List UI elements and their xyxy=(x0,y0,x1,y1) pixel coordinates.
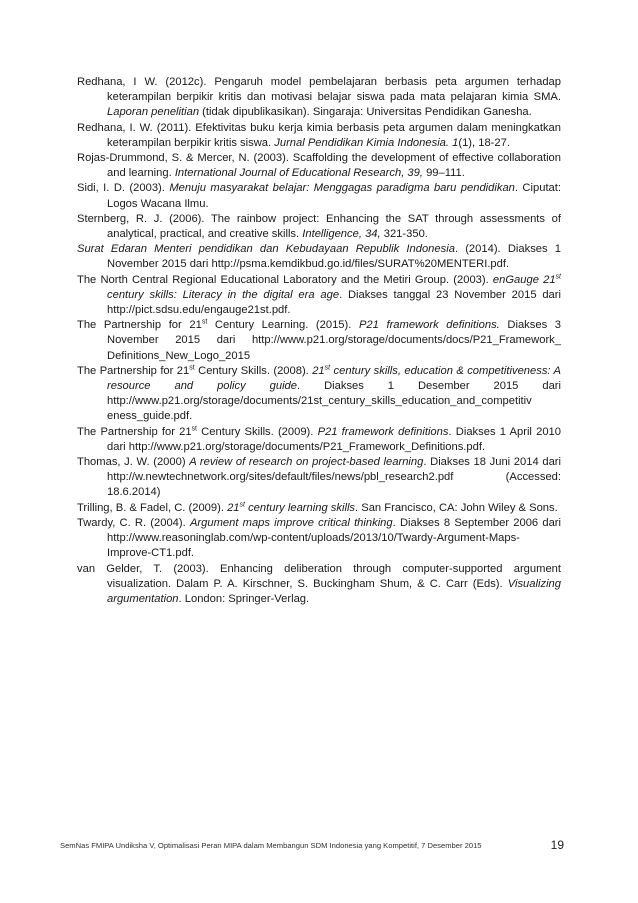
italic-text: century skills: Literacy in the digital era age xyxy=(107,288,340,301)
superscript: st xyxy=(201,318,208,326)
reference-text: 99–111. xyxy=(422,167,465,180)
reference-entry xyxy=(77,562,561,608)
page-footer xyxy=(60,838,564,854)
reference-text: Rojas-Drummond, S. & Mercer, N. (2003). Scaffolding the development of effective collaboration and learning. xyxy=(77,152,561,180)
reference-text: The North Central Regional Educational Laboratory and the Metiri Group. (2003). xyxy=(77,273,493,286)
reference-text: The Partnership for 21 xyxy=(77,319,202,332)
italic-text: Surat Edaran Menteri pendidikan dan Kebudayaan Republik Indonesia xyxy=(77,243,455,256)
italic-text: P21 framework definitions xyxy=(317,425,449,438)
reference-text: Century Skills. (2009). xyxy=(197,425,318,438)
reference-entry xyxy=(77,75,561,121)
reference-text: Sternberg, R. J. (2006). The rainbow project: Enhancing the SAT through assessments of analytical, practical, and creative skills. xyxy=(77,212,561,241)
reference-text: . London: Springer-Verlag. xyxy=(178,592,310,605)
reference-text: Thomas, J. W. (2000) xyxy=(77,456,190,469)
reference-text: . Diakses 1 April 2010 dari http://www.p21.org/storage/documents/P21_Framework_Definitions.pdf. xyxy=(107,425,561,453)
italic-text: century skills, education & competitiveness: A resource and policy guide xyxy=(107,364,561,393)
reference-text: . San Francisco, CA: John Wiley & Sons. xyxy=(355,501,558,514)
reference-entry xyxy=(77,151,561,181)
reference-text: Diakses 3 November 2015 dari http://www.p21.org/storage/documents/docs/P21_Framework_ Definitions_New_Logo_2015 xyxy=(107,319,562,362)
reference-text: 321-350. xyxy=(380,228,428,241)
reference-text: The Partnership for 21 xyxy=(77,425,192,438)
reference-text: Sidi, I. D. (2003). xyxy=(77,182,170,195)
italic-text: Intelligence, 34, xyxy=(302,228,381,241)
reference-entry xyxy=(77,273,561,319)
reference-entry xyxy=(77,516,561,562)
reference-list xyxy=(77,75,561,607)
reference-entry xyxy=(77,318,561,364)
italic-text: Jurnal Pendidikan Kimia Indonesia. 1 xyxy=(274,136,459,149)
reference-text: Century Skills. (2008). xyxy=(194,364,313,377)
italic-text: Laporan penelitian xyxy=(107,106,200,119)
reference-text: (tidak dipublikasikan). Singaraja: Universitas Pendidikan Ganesha. xyxy=(199,106,532,119)
reference-text: . Diakses 18 Juni 2014 dari http://w.newtechnetwork.org/sites/default/files/news/pbl_research2.pdf (Accessed: 18.6.2014) xyxy=(107,456,562,499)
reference-text: Trilling, B. & Fadel, C. (2009). xyxy=(77,501,228,514)
italic-text: International Journal of Educational Research, 39, xyxy=(174,167,423,180)
reference-entry xyxy=(77,181,561,211)
footer-text: SemNas FMIPA Undiksha V, Optimalisasi Peran MIPA dalam Membangun SDM Indonesia yang Kompetitif, 7 Desember 2015 xyxy=(60,841,482,850)
superscript: st xyxy=(555,272,561,280)
superscript: st xyxy=(324,364,331,372)
reference-entry xyxy=(77,121,561,151)
reference-entry xyxy=(77,242,561,272)
reference-text: Redhana, I. W. (2011). Efektivitas buku kerja kimia berbasis peta argumen dalam meningkatkan keterampilan berpikir kritis siswa. xyxy=(77,121,561,149)
italic-text: Argument maps improve critical thinking xyxy=(189,516,393,529)
superscript: st xyxy=(191,424,197,432)
italic-text: Visualizing argumentation xyxy=(107,577,561,605)
reference-entry xyxy=(77,455,561,501)
reference-text: van Gelder, T. (2003). Enhancing deliberation through computer-supported argument visualization. Dalam P. A. Kirschner, S. Buckingham Shum, & C. Carr (Eds). xyxy=(77,562,561,590)
italic-text: A review of research on project-based learning xyxy=(189,456,424,469)
reference-entry xyxy=(77,501,561,516)
italic-text: enGauge 21 xyxy=(492,273,556,286)
reference-text: . (2014). Diakses 1 November 2015 dari http://psma.kemdikbud.go.id/files/SURAT%20MENTERI.pdf. xyxy=(107,243,561,271)
reference-text: . Ciputat: Logos Wacana Ilmu. xyxy=(107,182,561,210)
italic-text: century learning skills xyxy=(244,501,356,514)
reference-entry xyxy=(77,364,561,425)
reference-text: The Partnership for 21 xyxy=(77,364,190,377)
reference-text: . Diakses 8 September 2006 dari http://www.reasoninglab.com/wp-content/uploads/2013/10/Twardy-Argument-Maps-Improve-CT1.pdf. xyxy=(107,516,562,560)
reference-entry xyxy=(77,425,561,455)
page-number: 19 xyxy=(550,838,564,852)
reference-text: (1), 18-27. xyxy=(458,136,510,149)
italic-text: P21 framework definitions. xyxy=(358,319,500,332)
reference-text: Redhana, I W. (2012c). Pengaruh model pembelajaran berbasis peta argumen terhadap keterampilan berpikir kritis dan motivasi belajar siswa pada mata pelajaran kimia SMA. xyxy=(77,76,561,104)
superscript: st xyxy=(189,364,195,372)
reference-text: Twardy, C. R. (2004). xyxy=(77,516,190,529)
italic-text: 21 xyxy=(227,501,240,514)
reference-entry xyxy=(77,212,561,242)
italic-text: 21 xyxy=(312,364,325,377)
italic-text: Menuju masyarakat belajar: Menggagas paradigma baru pendidikan xyxy=(169,182,515,195)
superscript: st xyxy=(239,500,245,508)
reference-text: Century Learning. (2015). xyxy=(207,319,359,332)
reference-text: . Diakses tanggal 23 November 2015 dari http://pict.sdsu.edu/engauge21st.pdf. xyxy=(107,288,561,317)
reference-text: . Diakses 1 Desember 2015 dari http://www.p21.org/storage/documents/21st_century_skills_education_and_competitiv eness_guide.pdf. xyxy=(107,380,562,423)
